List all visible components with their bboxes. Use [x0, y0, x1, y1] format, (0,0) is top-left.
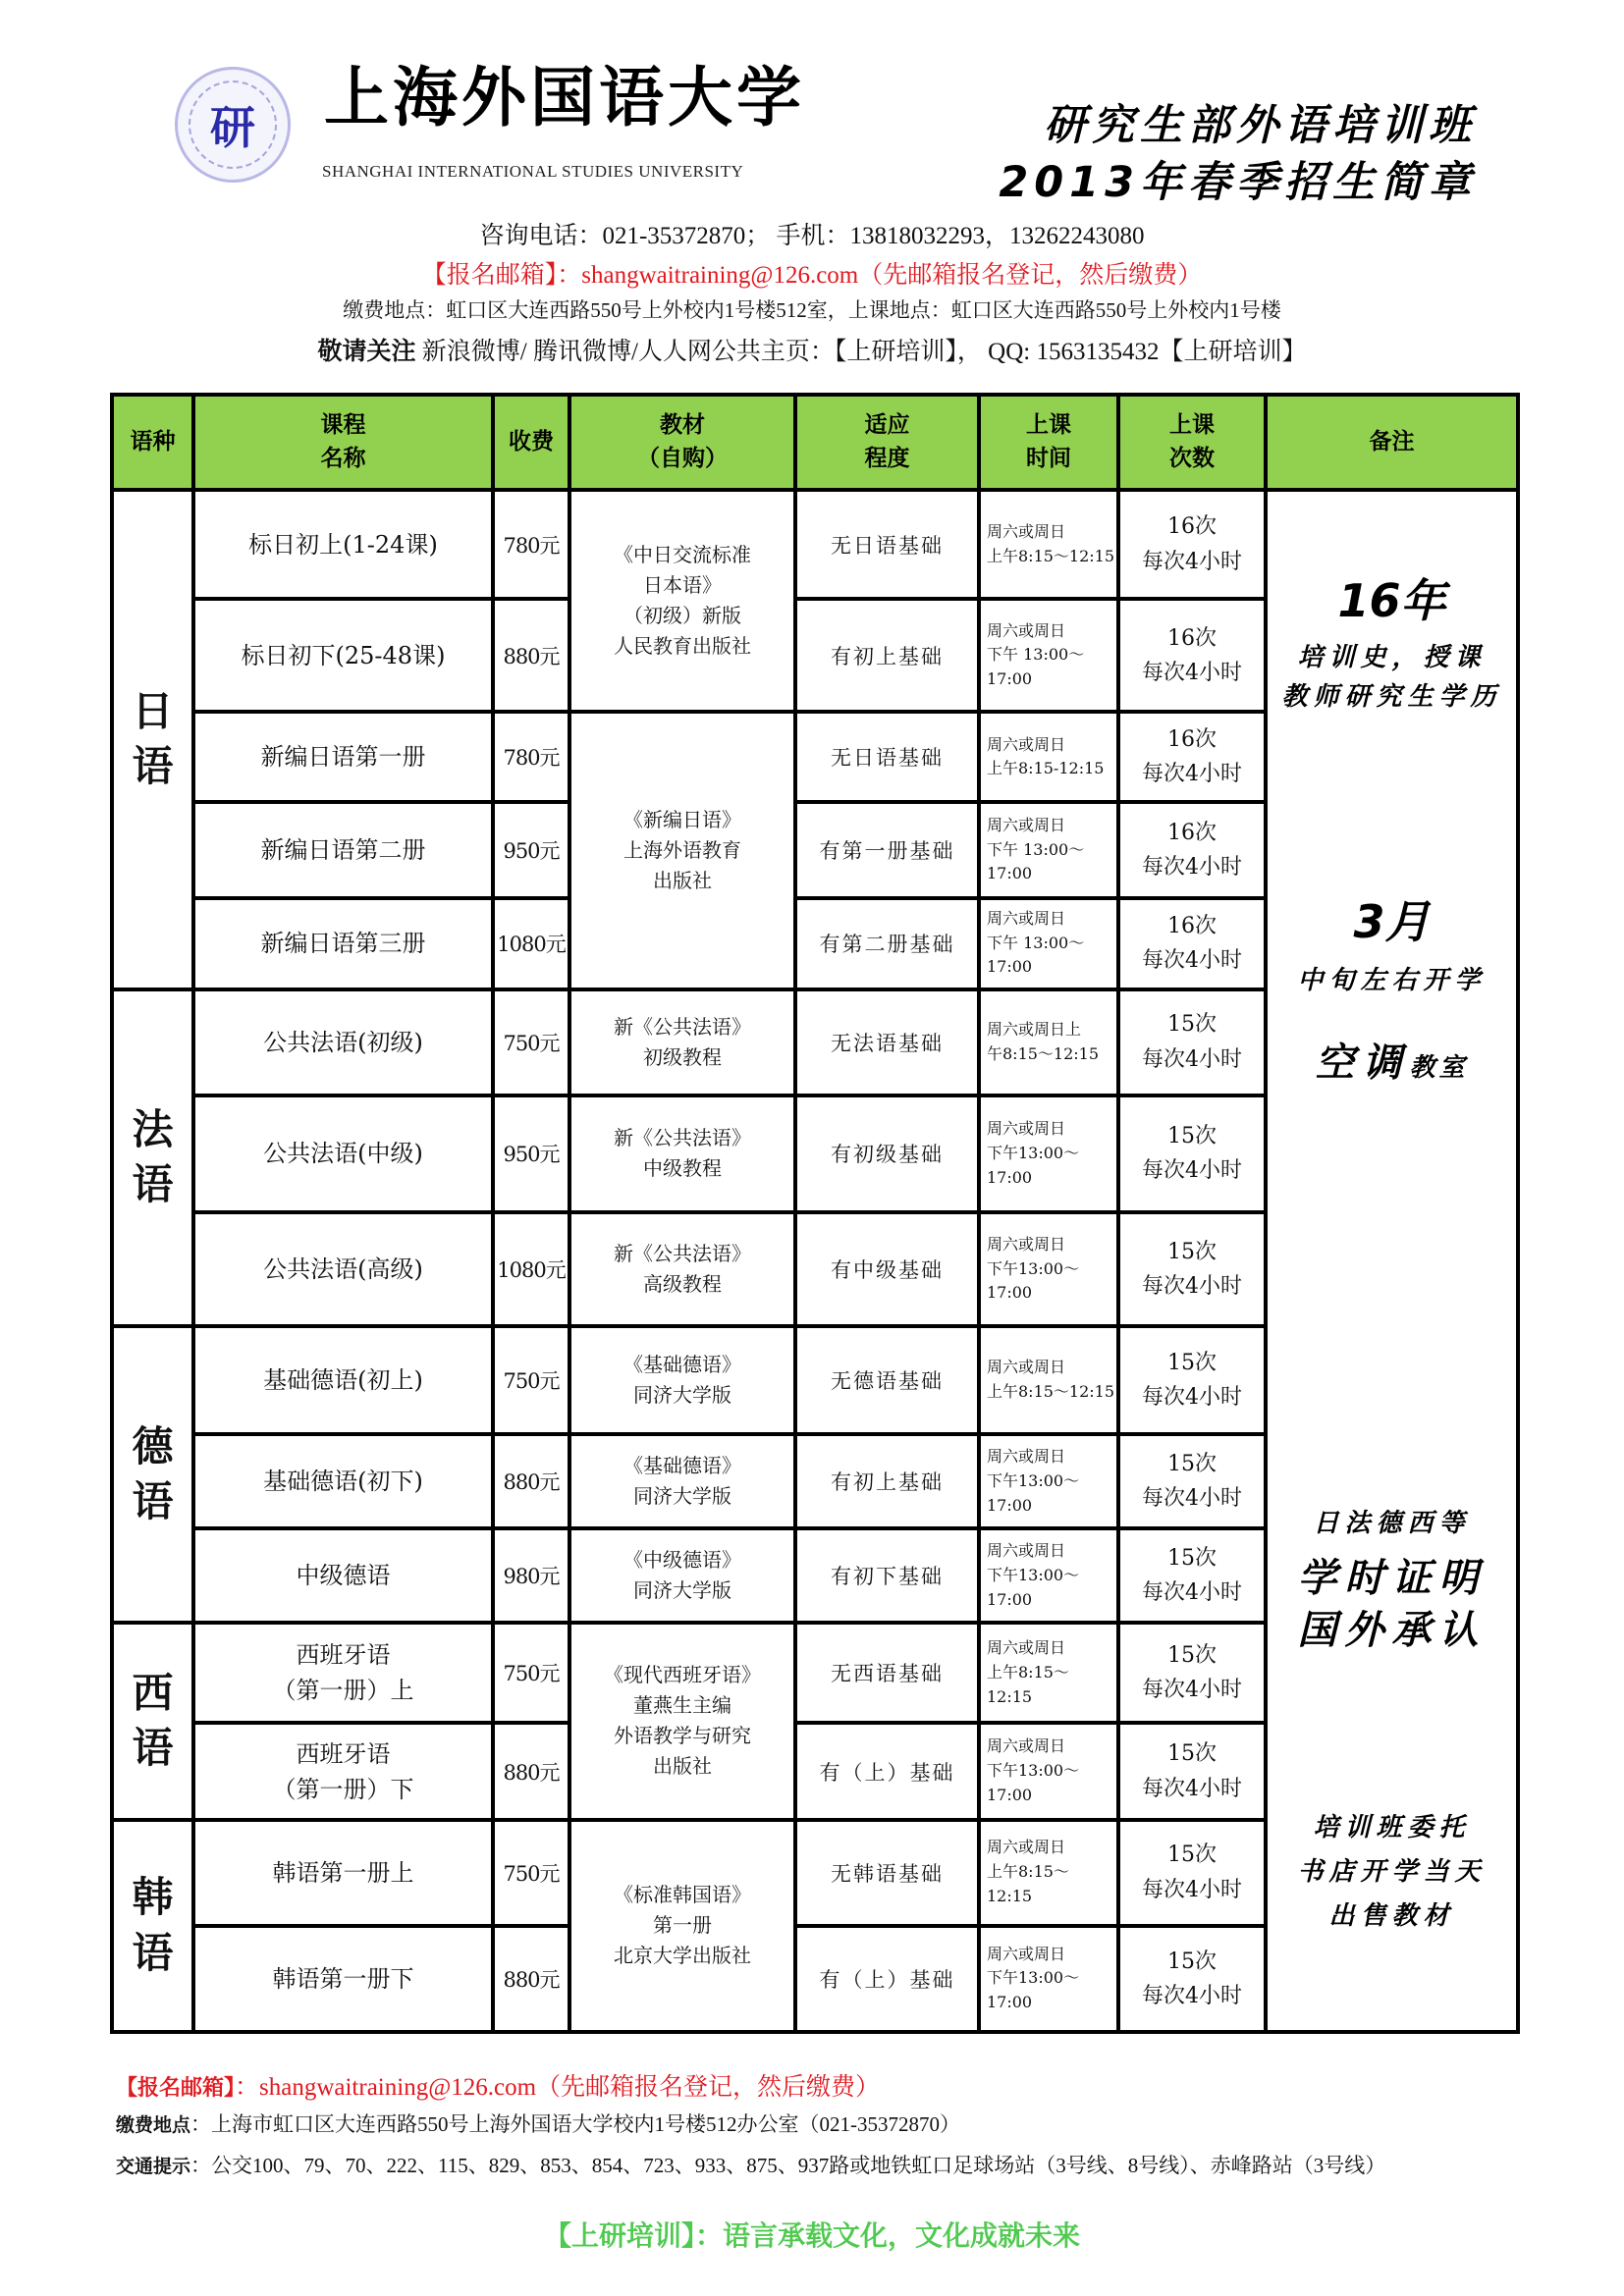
footer-transit-label: 交通提示 — [116, 2156, 191, 2177]
session-count: 15次 每次4小时 — [1118, 1623, 1266, 1723]
fee: 750元 — [493, 1623, 569, 1723]
session-count: 16次 每次4小时 — [1118, 490, 1266, 599]
note-month: 3月 — [1353, 895, 1431, 948]
time: 周六或周日 下午 13:00～ 17:00 — [979, 898, 1118, 989]
footer-transit-text: ：公交100、79、70、222、115、829、853、854、723、933、875、937路或地铁虹口足球场站（3号线、8号线）、赤峰路站（3号线） — [190, 2154, 1386, 2177]
level: 无日语基础 — [795, 490, 979, 599]
university-name-cn: 上海外国语大学 — [324, 59, 805, 135]
page-title: 研究生部外语培训班 — [1044, 101, 1477, 150]
header-level: 适应 程度 — [795, 395, 979, 490]
session-count: 15次 每次4小时 — [1118, 1212, 1266, 1326]
level: 有初下基础 — [795, 1528, 979, 1623]
footer-transit — [116, 2147, 1510, 2185]
language-french: 法 语 — [112, 989, 193, 1326]
note-books2: 书店开学当天 — [1297, 1857, 1487, 1887]
level: 有中级基础 — [795, 1212, 979, 1326]
fee: 780元 — [493, 490, 569, 599]
note-air-conditioned: 空调教室 — [1315, 1041, 1469, 1086]
session-count: 16次 每次4小时 — [1118, 898, 1266, 989]
fee: 880元 — [493, 1434, 569, 1528]
time: 周六或周日 下午13:00～ 17:00 — [979, 1528, 1118, 1623]
level: 无韩语基础 — [795, 1820, 979, 1926]
textbook: 《中日交流标准 日本语》 （初级）新版 人民教育出版社 — [569, 490, 795, 712]
table-header-row — [112, 395, 1518, 490]
footer-email-text: ：shangwaitraining@126.com（先邮箱报名登记，然后缴费） — [235, 2074, 881, 2101]
fee: 880元 — [493, 1723, 569, 1819]
textbook: 新《公共法语》 高级教程 — [569, 1212, 795, 1326]
level: 有初级基础 — [795, 1095, 979, 1212]
time: 周六或周日 下午13:00～ 17:00 — [979, 1212, 1118, 1326]
course-name: 西班牙语 （第一册）下 — [193, 1723, 493, 1819]
header-course-name: 课程 名称 — [193, 395, 493, 490]
time: 周六或周日上 午8:15～12:15 — [979, 989, 1118, 1095]
footer-address — [116, 2109, 960, 2138]
textbook: 新《公共法语》 初级教程 — [569, 989, 795, 1095]
note-cert2: 学时证明 — [1297, 1556, 1487, 1601]
time: 周六或周日 上午8:15～12:15 — [979, 490, 1118, 599]
note-years-sub2: 教师研究生学历 — [1281, 682, 1502, 712]
fee: 950元 — [493, 1095, 569, 1212]
signup-email: 【报名邮箱】：shangwaitraining@126.com（先邮箱报名登记，然后缴费） — [421, 262, 1203, 289]
follow-text: 新浪微博/ 腾讯微博/人人网公共主页：【上研培训】， QQ: 1563135432【上研培训】 — [415, 339, 1307, 365]
time: 周六或周日 下午13:00～ 17:00 — [979, 1095, 1118, 1212]
language-korean: 韩 语 — [112, 1820, 193, 2032]
time: 周六或周日 下午13:00～ 17:00 — [979, 1434, 1118, 1528]
textbook: 《基础德语》 同济大学版 — [569, 1326, 795, 1434]
note-cert1: 日法德西等 — [1313, 1509, 1471, 1538]
session-count: 15次 每次4小时 — [1118, 1434, 1266, 1528]
fee: 980元 — [493, 1528, 569, 1623]
footer-address-label: 缴费地点 — [116, 2114, 191, 2136]
page-subtitle: 2013年春季招生简章 — [999, 158, 1477, 207]
level: 无法语基础 — [795, 989, 979, 1095]
course-name: 基础德语(初下) — [193, 1434, 493, 1528]
note-cert3: 国外承认 — [1297, 1608, 1487, 1653]
course-table — [110, 393, 1520, 2034]
header-sessions: 上课 次数 — [1118, 395, 1266, 490]
note-years-sub1: 培训史，授课 — [1297, 643, 1487, 672]
footer-email-label: 【报名邮箱】 — [116, 2075, 236, 2101]
header-textbook: 教材 （自购） — [569, 395, 795, 490]
time: 周六或周日 下午 13:00～ 17:00 — [979, 599, 1118, 712]
header-time: 上课 时间 — [979, 395, 1118, 490]
note-books1: 培训班委托 — [1313, 1813, 1471, 1842]
slogan: 【上研培训】：语言承载文化，文化成就未来 — [543, 2219, 1080, 2252]
session-count: 16次 每次4小时 — [1118, 802, 1266, 897]
addresses: 缴费地点：虹口区大连西路550号上外校内1号楼512室，上课地点：虹口区大连西路550号上外校内1号楼 — [343, 298, 1281, 322]
session-count: 16次 每次4小时 — [1118, 712, 1266, 802]
course-name: 公共法语(高级) — [193, 1212, 493, 1326]
contact-phones: 咨询电话：021-35372870； 手机：13818032293，13262243080 — [479, 223, 1145, 249]
session-count: 15次 每次4小时 — [1118, 989, 1266, 1095]
fee: 1080元 — [493, 1212, 569, 1326]
header-notes: 备注 — [1266, 395, 1518, 490]
level: 无日语基础 — [795, 712, 979, 802]
session-count: 15次 每次4小时 — [1118, 1723, 1266, 1819]
language-german: 德 语 — [112, 1326, 193, 1623]
time: 周六或周日 上午8:15-12:15 — [979, 712, 1118, 802]
course-name: 韩语第一册上 — [193, 1820, 493, 1926]
session-count: 15次 每次4小时 — [1118, 1820, 1266, 1926]
level: 有（上）基础 — [795, 1926, 979, 2032]
time: 周六或周日 下午 13:00～ 17:00 — [979, 802, 1118, 897]
header-fee: 收费 — [493, 395, 569, 490]
session-count: 16次 每次4小时 — [1118, 599, 1266, 712]
fee: 780元 — [493, 712, 569, 802]
level: 有第一册基础 — [795, 802, 979, 897]
university-name-en: SHANGHAI INTERNATIONAL STUDIES UNIVERSITY — [322, 162, 744, 181]
table-row — [112, 490, 1518, 599]
follow-us — [0, 332, 1624, 367]
note-years: 16年 — [1337, 574, 1446, 627]
fee: 750元 — [493, 1326, 569, 1434]
level: 有初上基础 — [795, 599, 979, 712]
language-spanish: 西 语 — [112, 1623, 193, 1819]
note-books3: 出售教材 — [1328, 1901, 1455, 1931]
textbook: 《标准韩国语》 第一册 北京大学出版社 — [569, 1820, 795, 2032]
level: 无西语基础 — [795, 1623, 979, 1723]
header-language: 语种 — [112, 395, 193, 490]
note-month-sub: 中旬左右开学 — [1297, 966, 1487, 995]
course-name: 标日初下(25-48课) — [193, 599, 493, 712]
course-name: 基础德语(初上) — [193, 1326, 493, 1434]
fee: 950元 — [493, 802, 569, 897]
notes-column — [1266, 490, 1518, 2032]
textbook: 《中级德语》 同济大学版 — [569, 1528, 795, 1623]
course-name: 新编日语第三册 — [193, 898, 493, 989]
time: 周六或周日 下午13:00～ 17:00 — [979, 1723, 1118, 1819]
course-name: 公共法语(初级) — [193, 989, 493, 1095]
textbook: 《新编日语》 上海外语教育 出版社 — [569, 712, 795, 988]
level: 有初上基础 — [795, 1434, 979, 1528]
level: 有第二册基础 — [795, 898, 979, 989]
seal-glyph: 研 — [210, 101, 255, 154]
language-japanese: 日 语 — [112, 490, 193, 989]
fee: 750元 — [493, 1820, 569, 1926]
session-count: 15次 每次4小时 — [1118, 1528, 1266, 1623]
fee: 1080元 — [493, 898, 569, 989]
textbook: 《现代西班牙语》 董燕生主编 外语教学与研究 出版社 — [569, 1623, 795, 1819]
course-name: 新编日语第二册 — [193, 802, 493, 897]
footer-email — [116, 2067, 880, 2103]
session-count: 15次 每次4小时 — [1118, 1926, 1266, 2032]
footer-address-text: ：上海市虹口区大连西路550号上海外国语大学校内1号楼512办公室（021-35372870） — [190, 2112, 961, 2136]
time: 周六或周日 下午13:00～ 17:00 — [979, 1926, 1118, 2032]
fee: 750元 — [493, 989, 569, 1095]
follow-label: 敬请关注 — [317, 337, 416, 365]
course-name: 标日初上(1-24课) — [193, 490, 493, 599]
course-name: 西班牙语 （第一册）上 — [193, 1623, 493, 1723]
course-name: 公共法语(中级) — [193, 1095, 493, 1212]
textbook: 《基础德语》 同济大学版 — [569, 1434, 795, 1528]
session-count: 15次 每次4小时 — [1118, 1095, 1266, 1212]
session-count: 15次 每次4小时 — [1118, 1326, 1266, 1434]
course-name: 韩语第一册下 — [193, 1926, 493, 2032]
level: 有（上）基础 — [795, 1723, 979, 1819]
course-name: 新编日语第一册 — [193, 712, 493, 802]
time: 周六或周日 上午8:15～ 12:15 — [979, 1623, 1118, 1723]
fee: 880元 — [493, 1926, 569, 2032]
time: 周六或周日 上午8:15～ 12:15 — [979, 1820, 1118, 1926]
course-name: 中级德语 — [193, 1528, 493, 1623]
fee: 880元 — [493, 599, 569, 712]
time: 周六或周日 上午8:15～12:15 — [979, 1326, 1118, 1434]
textbook: 新《公共法语》 中级教程 — [569, 1095, 795, 1212]
level: 无德语基础 — [795, 1326, 979, 1434]
university-seal-logo — [175, 67, 291, 183]
